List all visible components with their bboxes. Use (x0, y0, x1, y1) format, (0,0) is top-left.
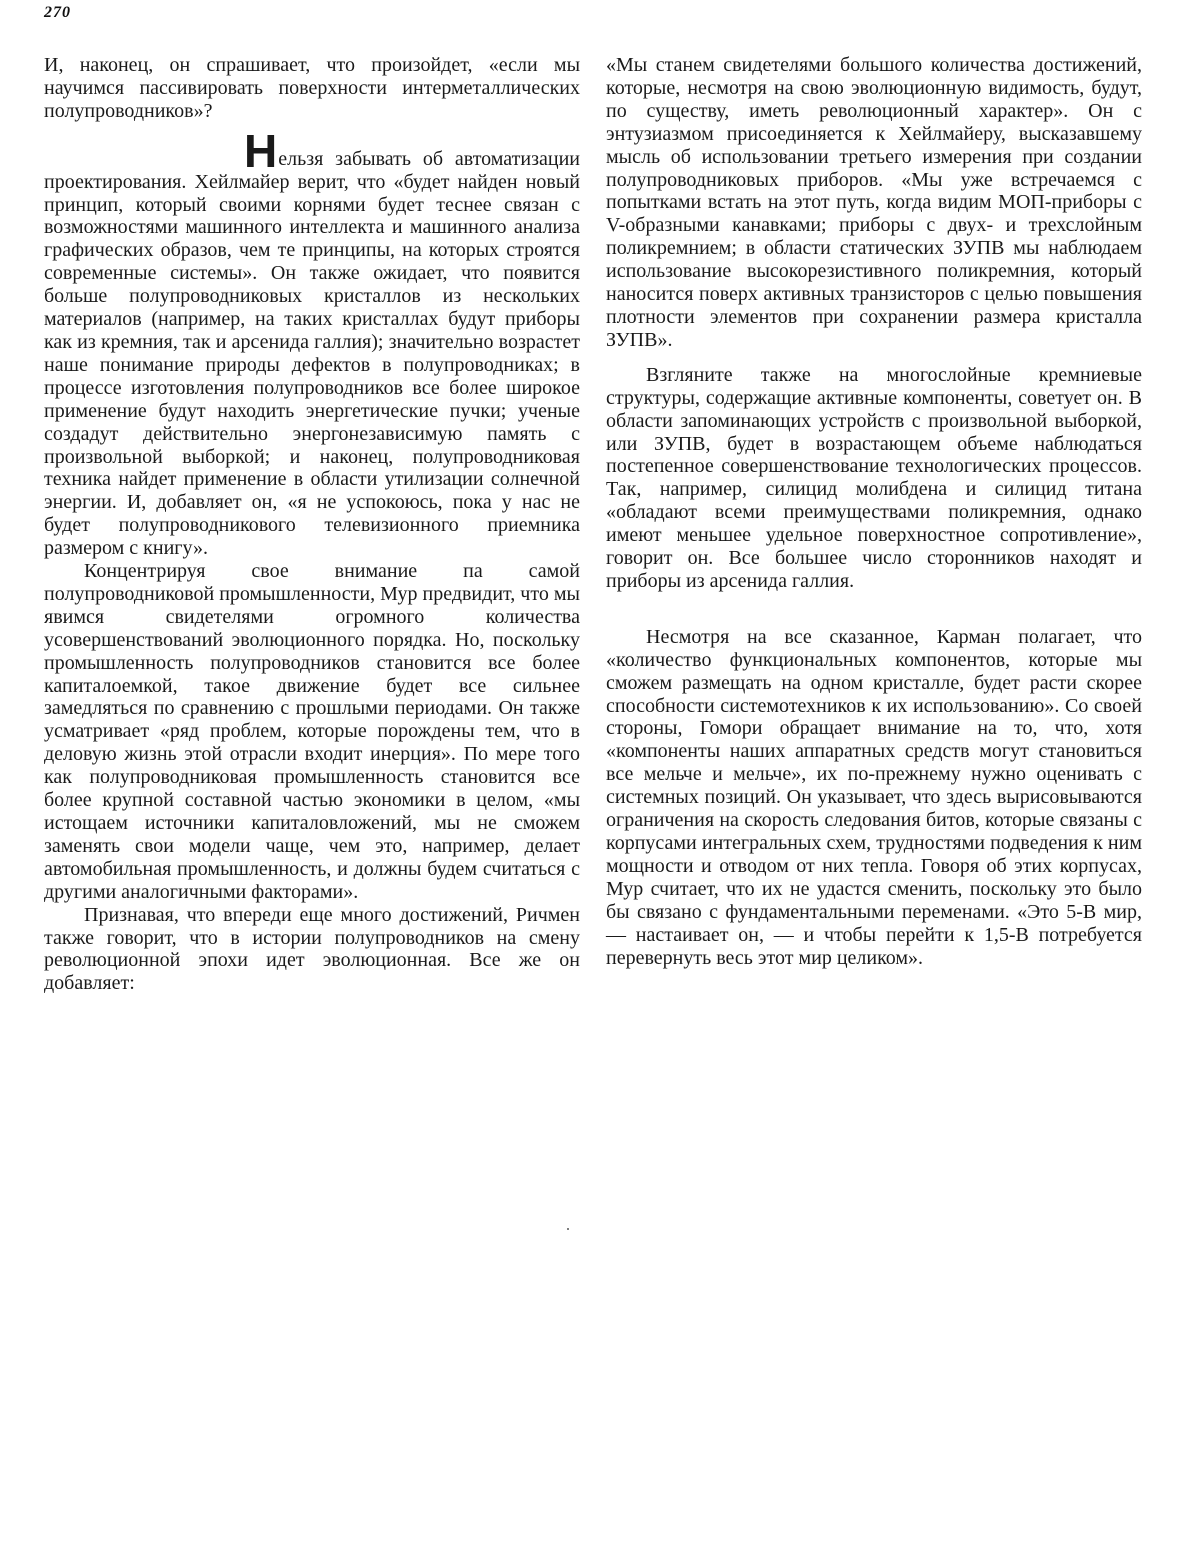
paragraph: «Мы станем свидетелями большого количества достижений, которые, несмотря на свою эволюционную видимость, будут, по существу, иметь революционный характер». Он с энтузиазмом присоединяется к Хейлмайеру, высказавшему мысль об использовании третьего измерения при создании полупроводниковых приборов. «Мы уже встречаемся с попытками встать на этот путь, когда видим МОП-приборы с V-образными канавками; приборы с двух- и трехслойным поликремнием; в области статических ЗУПВ мы наблюдаем использование высокорезистивного поликремния, который наносится поверх активных транзисторов с целью повышения плотности элементов при сохранении размера кристалла ЗУПВ». (606, 54, 1142, 351)
paragraph-with-drop-cap (44, 124, 580, 560)
left-column (44, 54, 580, 995)
drop-cap: Н (244, 124, 278, 177)
paragraph: Несмотря на все сказанное, Карман полагает, что «количество функциональных компонентов, которые мы сможем размещать на одном кристалле, будет расти скорее способности системотехников к их использованию». Со своей стороны, Гомори обращает внимание на то, что, хотя «компоненты наших аппаратных средств могут становиться все мельче и мельче», их по-прежнему нужно оценивать с системных позиций. Он указывает, что здесь вырисовываются ограничения на скорость следования битов, которые связаны с корпусами интегральных схем, трудностями подведения к ним мощности и отводом от них тепла. Говоря об этих корпусах, Мур считает, что их не удастся сменить, поскольку это было бы связано с фундаментальными переменами. «Это 5-В мир, — настаивает он, — и чтобы перейти к 1,5-В потребуется перевернуть весь этот мир целиком». (606, 625, 1142, 969)
paragraph: Признавая, что впереди еще много достижений, Ричмен также говорит, что в истории полупроводников на смену революционной эпохи идет эволюционная. Все же он добавляет: (44, 903, 580, 995)
paragraph: И, наконец, он спрашивает, что произойдет, «если мы научимся пассивировать поверхности интерметаллических полупроводников»? (44, 54, 580, 122)
page-number: 270 (44, 4, 71, 21)
paragraph: Концентрируя свое внимание па самой полупроводниковой промышленности, Мур предвидит, что мы явимся свидетелями огромного количества усовершенствований эволюционного порядка. Но, поскольку промышленность полупроводников становится все более капиталоемкой, такое движение будет все сильнее замедляться по сравнению с прошлыми периодами. Он также усматривает «ряд проблем, которые порождены тем, что в деловую жизнь этой отрасли входит инерция». По мере того как полупроводниковая промышленность становится все более крупной составной частью экономики в целом, «мы истощаем источники капиталовложений, мы не сможем заменять свои модели чаще, чем это, например, делает автомобильная промышленность, и должны будем считаться с другими аналогичными факторами». (44, 560, 580, 903)
paragraph-text: ельзя забывать об автоматизации проектирования. Хейлмайер верит, что «будет найден новый принцип, который своими корнями будет теснее связан с возможностями машинного интеллекта и машинного анализа графических образов, чем те принципы, на которых строятся современные системы». Он также ожидает, что появится больше полупроводниковых кристаллов из нескольких материалов (например, на таких кристаллах будут приборы как из кремния, так и арсенида галлия); значительно возрастет наше понимание природы дефектов в полупроводниках; в процессе изготовления полупроводников все более широкое применение будут находить энергетические пучки; ученые создадут действительно энергонезависимую память с произвольной выборкой; и наконец, полупроводниковая техника найдет применение в области утилизации солнечной энергии. И, добавляет он, «я не успокоюсь, пока у нас не будет полупроводникового телевизионного приемника размером с книгу». (44, 147, 580, 560)
right-column (606, 54, 1142, 969)
print-speck (567, 1228, 569, 1230)
paragraph: Взгляните также на многослойные кремниевые структуры, содержащие активные компоненты, советует он. В области запоминающих устройств с произвольной выборкой, или ЗУПВ, будет в возрастающем объеме наблюдаться постепенное совершенствование технологических процессов. Так, например, силицид молибдена и силицид титана «обладают всеми преимуществами поликремния, однако имеют меньшее удельное поверхностное сопротивление», говорит он. Все большее число сторонников находят и приборы из арсенида галлия. (606, 363, 1142, 592)
